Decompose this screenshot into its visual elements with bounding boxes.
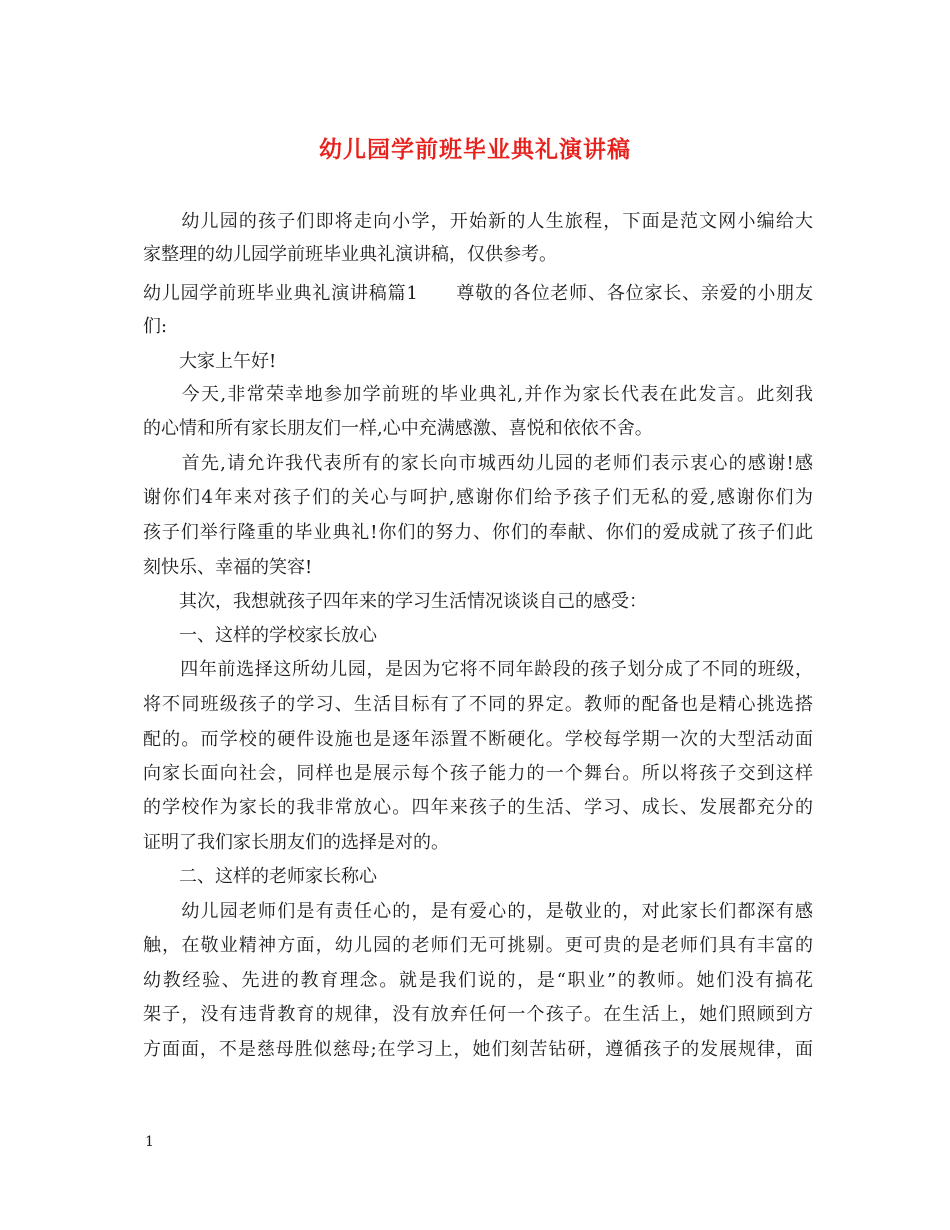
document-title: 幼儿园学前班毕业典礼演讲稿 (319, 136, 631, 163)
paragraph-line: 一、这样的学校家长放心 (143, 625, 377, 646)
paragraph-line: 配的。而学校的硬件设施也是逐年添置不断硬化。学校每学期一次的大型活动面 (143, 729, 813, 750)
paragraph-line: 的心情和所有家长朋友们一样,心中充满感激、喜悦和依依不舍。 (143, 418, 653, 439)
paragraph-line: 谢你们4年来对孩子们的关心与呵护,感谢你们给予孩子们无私的爱,感谢你们为 (143, 487, 813, 508)
paragraph-line: 刻快乐、幸福的笑容! (143, 557, 313, 578)
paragraph-line: 幼儿园老师们是有责任心的，是有爱心的，是敬业的，对此家长们都深有感 (143, 901, 813, 922)
paragraph-line: 其次，我想就孩子四年来的学习生活情况谈谈自己的感受： (143, 591, 647, 612)
paragraph-line: 幼教经验、先进的教育理念。就是我们说的，是“职业”的教师。她们没有搞花 (143, 970, 813, 991)
paragraph-line: 证明了我们家长朋友们的选择是对的。 (143, 832, 449, 853)
paragraph-line: 幼儿园学前班毕业典礼演讲稿篇1 尊敬的各位老师、各位家长、亲爱的小朋友 (143, 283, 813, 304)
paragraph-line: 将不同班级孩子的学习、生活目标有了不同的界定。教师的配备也是精心挑选搭 (143, 694, 813, 715)
paragraph-line: 架子，没有违背教育的规律，没有放弃任何一个孩子。在生活上，她们照顾到方 (143, 1004, 813, 1025)
paragraph-line: 幼儿园的孩子们即将走向小学，开始新的人生旅程，下面是范文网小编给大 (143, 211, 813, 232)
paragraph-line: 大家上午好! (143, 351, 277, 372)
paragraph-line: 们: (143, 316, 168, 337)
paragraph-line: 四年前选择这所幼儿园，是因为它将不同年龄段的孩子划分成了不同的班级， (143, 659, 813, 680)
paragraph-line: 家整理的幼儿园学前班毕业典礼演讲稿，仅供参考。 (143, 244, 557, 265)
paragraph-line: 方面面，不是慈母胜似慈母;在学习上，她们刻苦钻研，遵循孩子的发展规律，面 (143, 1039, 813, 1060)
paragraph-line: 触，在敬业精神方面，幼儿园的老师们无可挑剔。更可贵的是老师们具有丰富的 (143, 935, 813, 956)
paragraph-line: 孩子们举行隆重的毕业典礼!你们的努力、你们的奉献、你们的爱成就了孩子们此 (143, 522, 813, 543)
paragraph-line: 首先,请允许我代表所有的家长向市城西幼儿园的老师们表示衷心的感谢!感 (143, 453, 813, 474)
paragraph-line: 今天,非常荣幸地参加学前班的毕业典礼,并作为家长代表在此发言。此刻我 (143, 384, 813, 405)
page-number: 1 (145, 1134, 154, 1150)
paragraph-line: 向家长面向社会，同样也是展示每个孩子能力的一个舞台。所以将孩子交到这样 (143, 763, 813, 784)
paragraph-line: 二、这样的老师家长称心 (143, 866, 377, 887)
paragraph-line: 的学校作为家长的我非常放心。四年来孩子的生活、学习、成长、发展都充分的 (143, 797, 813, 818)
